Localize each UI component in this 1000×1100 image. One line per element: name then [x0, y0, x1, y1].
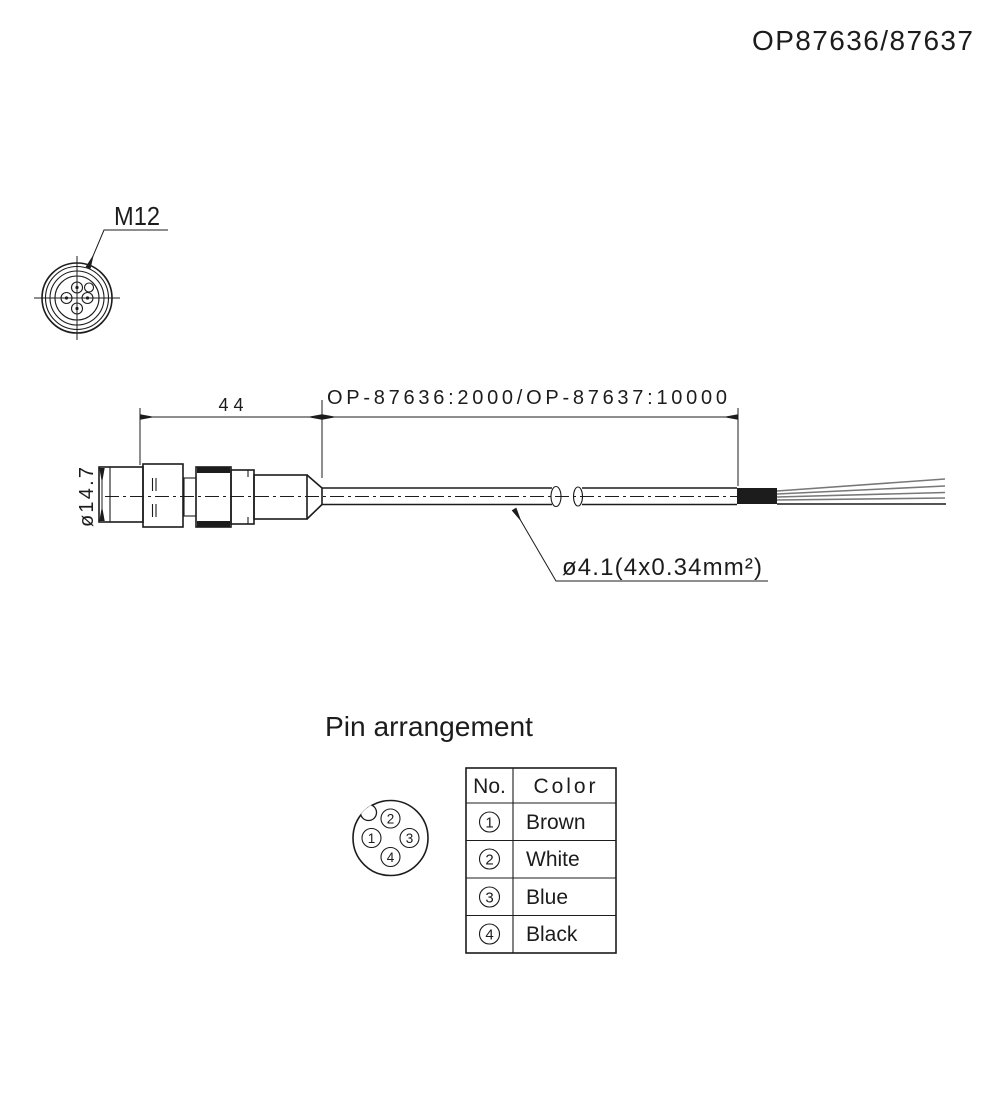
- svg-text:4: 4: [386, 850, 395, 865]
- pin-diagram-keyway: [361, 805, 377, 821]
- knurl-marks: [153, 478, 157, 517]
- svg-text:2: 2: [386, 811, 395, 827]
- table-row: [480, 811, 586, 834]
- table-header-no: No.: [473, 775, 506, 798]
- pin-2: [381, 809, 400, 828]
- latch-band-top: [197, 467, 230, 473]
- svg-text:1: 1: [485, 814, 494, 832]
- pin-diagram: [353, 801, 428, 876]
- cable: [322, 479, 946, 507]
- keyway-notch: [85, 283, 94, 292]
- cable-jacket-end: [737, 488, 777, 504]
- table-row: [480, 886, 569, 909]
- svg-text:White: White: [526, 848, 580, 871]
- pin-4: [381, 848, 400, 867]
- strain-relief: [307, 475, 322, 519]
- connector-body: [99, 464, 322, 527]
- diameter-value: ø14.7: [76, 467, 98, 527]
- svg-text:3: 3: [485, 889, 494, 907]
- table-header-color: Color: [533, 775, 596, 798]
- svg-text:1: 1: [367, 831, 376, 846]
- table-row: [480, 923, 578, 946]
- stripped-wires: [777, 479, 946, 504]
- svg-text:Brown: Brown: [526, 811, 586, 834]
- cable-spec-label: ø4.1(4x0.34mm²): [562, 554, 762, 581]
- dimensions: [76, 387, 768, 581]
- svg-text:2: 2: [485, 851, 494, 869]
- pin-color-table: [466, 768, 616, 953]
- cable-length-value: OP-87636:2000/OP-87637:10000: [327, 387, 727, 409]
- pin-3: [400, 829, 419, 848]
- pin-arrangement: [325, 711, 616, 953]
- side-view: [76, 387, 946, 581]
- svg-text:3: 3: [405, 831, 414, 846]
- svg-text:Black: Black: [526, 923, 578, 946]
- latch-band-bottom: [197, 521, 230, 527]
- thread-label-leader: [88, 230, 168, 268]
- connector-length-value: 44: [218, 395, 244, 415]
- front-view: [34, 201, 168, 340]
- document-title: OP87636/87637: [752, 25, 973, 56]
- pin-1: [362, 829, 381, 848]
- pin-arrangement-heading: Pin arrangement: [325, 711, 534, 742]
- thread-size-label: M12: [114, 201, 160, 231]
- table-row: [480, 848, 580, 871]
- svg-text:Blue: Blue: [526, 886, 569, 909]
- svg-text:4: 4: [485, 926, 494, 944]
